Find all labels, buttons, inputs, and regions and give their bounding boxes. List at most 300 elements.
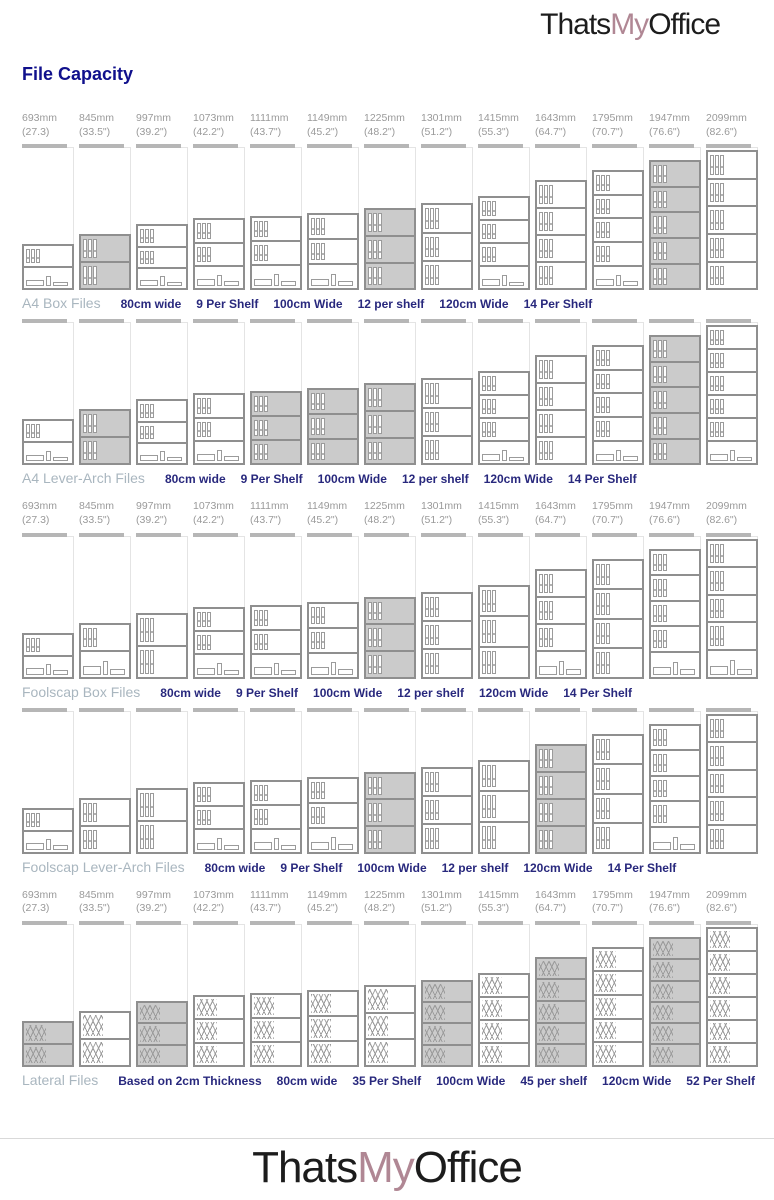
lateral-files-pattern [425, 1048, 445, 1063]
box-files-group [482, 589, 500, 614]
file-spine [492, 224, 496, 239]
shelf [708, 371, 756, 394]
file-spine [197, 422, 201, 437]
lateral-files-pattern [710, 977, 730, 994]
file-row [22, 112, 759, 311]
box-files-group [596, 349, 614, 367]
lateral-files-pattern [653, 984, 673, 999]
column-header [250, 112, 303, 139]
cabinet [250, 391, 302, 465]
capacity-caption [205, 861, 677, 875]
box-files-group [368, 212, 386, 233]
height-mm-label: 1947mm [649, 888, 690, 901]
file-spine [663, 579, 667, 597]
box-files-group [425, 799, 443, 821]
small-box [331, 662, 336, 675]
shelf [480, 587, 528, 616]
height-inches-label: (55.3") [478, 902, 510, 915]
box-files-group [596, 420, 614, 438]
file-spine [539, 628, 543, 647]
capacity-caption [118, 1074, 755, 1088]
file-spine [720, 399, 724, 414]
storage-tray [680, 669, 695, 674]
box-files-group [539, 600, 557, 621]
height-inches-label: (51.2") [421, 513, 453, 526]
file-spine [145, 825, 149, 849]
cabinet [193, 782, 245, 854]
box-files-group [482, 375, 500, 392]
file-spine [202, 247, 206, 262]
file-spine [264, 785, 268, 801]
height-mm-label: 1225mm [364, 112, 405, 124]
file-spine [83, 830, 87, 849]
box-files-group [710, 182, 728, 204]
cabinet-column [79, 144, 132, 290]
file-spine [435, 800, 439, 820]
file-spine [596, 175, 600, 191]
shelf [708, 566, 756, 594]
box-files-group [482, 825, 500, 850]
height-tick [307, 144, 352, 148]
column-headers [22, 112, 759, 139]
storage-tray [224, 456, 239, 461]
column-header [706, 112, 759, 139]
column-header [706, 500, 759, 527]
file-spine [259, 785, 263, 801]
file-spine [653, 268, 657, 286]
file-spine [606, 350, 610, 366]
file-spine [658, 630, 662, 648]
cabinet-column [79, 319, 132, 465]
file-spine [482, 224, 486, 239]
box-files-group [653, 390, 671, 410]
box-files-group [653, 804, 671, 824]
storage-tray [140, 280, 158, 286]
file-spine [368, 830, 372, 849]
file-spine [539, 266, 543, 285]
file-spine [658, 268, 662, 286]
shelf [252, 415, 300, 439]
cabinet [421, 767, 473, 854]
file-spine [316, 393, 320, 410]
shelf [423, 1001, 471, 1022]
caption-segment: 14 Per Shelf [563, 685, 632, 700]
height-tick [79, 319, 124, 323]
storage-tray [338, 669, 353, 674]
file-spine [321, 218, 325, 235]
caption-segment: 120cm Wide [478, 685, 549, 700]
file-spine [83, 239, 87, 258]
box-files-group [368, 387, 386, 408]
caption-segment: 80cm wide [120, 297, 182, 312]
height-tick [706, 319, 751, 323]
file-spine [601, 623, 605, 645]
storage-tray [566, 669, 581, 675]
file-spine [88, 441, 92, 460]
storage-tray [509, 282, 524, 287]
file-spine [368, 388, 372, 407]
shelf [366, 798, 414, 825]
file-spine [492, 651, 496, 674]
cabinet [307, 388, 359, 465]
height-mm-label: 1415mm [478, 500, 519, 513]
file-spine [606, 397, 610, 413]
box-files-group [539, 627, 557, 648]
cabinet-column [649, 319, 702, 465]
cabinet-column [478, 319, 531, 465]
box-files-group [653, 416, 671, 436]
height-inches-label: (55.3") [478, 125, 510, 138]
file-spine [596, 564, 600, 586]
cabinet [136, 1001, 188, 1067]
height-tick [136, 144, 181, 148]
file-spine [606, 623, 610, 645]
shelf [195, 242, 243, 265]
shelf [195, 784, 243, 805]
file-spine [720, 155, 724, 175]
height-mm-label: 1643mm [535, 112, 576, 124]
box-files-group [596, 651, 614, 675]
box-files-group [425, 236, 443, 258]
file-spine [653, 605, 657, 623]
column-header [592, 112, 645, 139]
cabinet [250, 216, 302, 290]
shelf [309, 1015, 357, 1040]
box-files-group [254, 808, 272, 826]
shelf [423, 1044, 471, 1065]
box-files-group [539, 775, 557, 796]
storage-tray [26, 668, 44, 674]
cabinet-column [649, 533, 702, 679]
column-header [79, 112, 132, 139]
height-mm-label: 997mm [136, 888, 172, 901]
capacity-caption [121, 297, 593, 311]
storage-tray [53, 457, 68, 461]
file-spine [254, 245, 258, 261]
shelf [537, 825, 585, 852]
shelf [24, 1043, 72, 1065]
height-inches-label: (33.5") [79, 902, 111, 915]
file-spine [202, 612, 206, 627]
cabinet [592, 345, 644, 465]
lateral-files-pattern [539, 1026, 559, 1042]
height-tick [364, 319, 409, 323]
caption-segment: 120cm Wide [483, 472, 553, 487]
shelf [708, 929, 756, 950]
box-files-group [482, 246, 500, 263]
height-mm-label: 1073mm [193, 500, 234, 513]
shelf [594, 994, 642, 1018]
shelf [480, 975, 528, 996]
height-mm-label: 693mm [22, 888, 58, 901]
logo-part-office: Office [413, 1143, 522, 1192]
cabinet [421, 592, 473, 679]
box-files-group [653, 339, 671, 359]
column-header [478, 112, 531, 139]
height-inches-label: (39.2") [136, 125, 168, 138]
file-spine [606, 222, 610, 238]
brand-logo [540, 8, 720, 42]
file-spine [207, 223, 211, 238]
height-tick [478, 533, 523, 537]
file-spine [430, 800, 434, 820]
file-spine [316, 782, 320, 799]
box-files-group [254, 609, 272, 627]
lateral-files-pattern [311, 994, 331, 1013]
cabinet-column [193, 708, 246, 854]
lateral-files-pattern [596, 974, 616, 992]
height-tick [193, 708, 238, 712]
cabinet-column [592, 144, 645, 290]
height-tick [307, 708, 352, 712]
shelf [24, 1023, 72, 1043]
small-box [502, 275, 507, 286]
shelf [195, 630, 243, 653]
small-box [616, 275, 621, 287]
shelf [537, 596, 585, 623]
cabinet-column [136, 708, 189, 854]
cabinet-column [364, 533, 417, 679]
storage-tray [311, 842, 329, 850]
box-files-group [710, 598, 728, 620]
file-spine [373, 267, 377, 286]
box-files-group [425, 771, 443, 793]
row-label: Lateral Files [22, 1071, 99, 1088]
shelf [309, 627, 357, 652]
file-spine [36, 249, 40, 263]
box-files-group [653, 629, 671, 649]
box-files-group [596, 622, 614, 646]
shelf [195, 1018, 243, 1041]
box-files-group [596, 738, 614, 762]
desk-items-shelf [138, 442, 186, 463]
file-spine [544, 266, 548, 285]
lateral-files-pattern [254, 1021, 274, 1039]
file-spine [492, 826, 496, 849]
file-spine [715, 544, 719, 564]
height-tick [250, 708, 295, 712]
file-spine [435, 597, 439, 617]
file-spine [207, 398, 211, 413]
file-spine [606, 768, 610, 790]
file-spine [658, 605, 662, 623]
height-inches-label: (64.7") [535, 902, 567, 915]
file-spine [549, 266, 553, 285]
file-spine [720, 330, 724, 345]
file-spine [663, 417, 667, 435]
file-spine [36, 424, 40, 438]
cabinet [478, 371, 530, 465]
footer [0, 1138, 774, 1193]
file-spine [254, 396, 258, 412]
file-spine [544, 749, 548, 768]
storage-tray [737, 669, 752, 675]
height-tick [706, 533, 751, 537]
storage-tray [281, 845, 296, 850]
file-spine [482, 651, 486, 674]
file-spine [93, 239, 97, 258]
box-files-group [653, 215, 671, 235]
column-header [193, 500, 246, 527]
desk-items-shelf [309, 652, 357, 677]
file-spine [653, 630, 657, 648]
file-spine [606, 593, 610, 615]
cabinet [535, 180, 587, 290]
file-spine [36, 813, 40, 827]
shelf [480, 373, 528, 394]
caption-segment: 9 Per Shelf [240, 472, 303, 487]
box-files-group [596, 592, 614, 616]
storage-tray [224, 670, 239, 675]
box-files-group [140, 228, 158, 243]
file-spine [544, 387, 548, 406]
column-header [250, 500, 303, 527]
shelf [708, 541, 756, 567]
column-header [649, 112, 702, 139]
box-files-group [710, 773, 728, 795]
box-files-group [140, 250, 158, 265]
file-spine [658, 391, 662, 409]
storage-tray [254, 279, 272, 286]
file-spine [430, 265, 434, 285]
lateral-files-pattern [539, 1004, 559, 1020]
height-inches-label: (27.3) [22, 513, 50, 526]
cabinet-column [79, 533, 132, 679]
column-header [79, 889, 132, 916]
storage-tray [167, 457, 182, 461]
file-spine [653, 729, 657, 747]
file-spine [435, 412, 439, 432]
cabinet-chart [22, 533, 759, 679]
caption-segment: 52 Per Shelf [686, 1073, 755, 1088]
column-header [364, 112, 417, 139]
desk-items-shelf [252, 264, 300, 288]
cabinet-column [535, 708, 588, 854]
file-spine [596, 768, 600, 790]
shelf [594, 763, 642, 793]
storage-tray [281, 670, 296, 675]
file-spine [539, 185, 543, 204]
file-spine [83, 441, 87, 460]
shelf [708, 152, 756, 178]
file-spine [482, 247, 486, 262]
shelf [423, 795, 471, 823]
shelf [651, 337, 699, 361]
shelf [81, 261, 129, 288]
box-files-group [368, 266, 386, 287]
cabinet-column [706, 708, 759, 854]
row-label: A4 Box Files [22, 295, 101, 312]
height-mm-label: 2099mm [706, 112, 747, 124]
box-files-group [710, 625, 728, 647]
shelf [366, 385, 414, 410]
file-spine [259, 634, 263, 650]
file-spine [26, 249, 30, 263]
file-spine [378, 388, 382, 407]
height-inches-label: (70.7") [592, 902, 624, 915]
file-spine [663, 268, 667, 286]
height-tick [592, 144, 637, 148]
box-files-group [653, 190, 671, 210]
row-footer [22, 1072, 759, 1088]
file-spine [720, 376, 724, 391]
file-spine [93, 803, 97, 822]
column-header [136, 112, 189, 139]
cabinet [307, 990, 359, 1067]
storage-tray [167, 282, 182, 286]
file-spine [720, 266, 724, 286]
file-spine [321, 443, 325, 460]
cabinet-column [706, 319, 759, 465]
file-spine [207, 810, 211, 825]
cabinet [79, 1011, 131, 1067]
height-inches-label: (70.7") [592, 125, 624, 138]
shelf [252, 629, 300, 653]
file-spine [26, 813, 30, 827]
file-spine [653, 165, 657, 183]
file-spine [549, 830, 553, 849]
shelf [309, 779, 357, 802]
shelf [708, 261, 756, 289]
height-tick [421, 144, 466, 148]
caption-segment: 100cm Wide [317, 472, 387, 487]
height-inches-label: (82.6") [706, 513, 738, 526]
box-files-group [83, 238, 101, 259]
caption-segment: Based on 2cm Thickness [118, 1073, 262, 1088]
box-files-group [140, 403, 158, 418]
file-spine [539, 601, 543, 620]
shelf [195, 395, 243, 416]
height-tick [79, 708, 124, 712]
cabinet [250, 993, 302, 1067]
file-spine [544, 360, 548, 379]
file-spine [425, 597, 429, 617]
box-files-group [482, 794, 500, 819]
shelf [309, 390, 357, 413]
file-spine [663, 554, 667, 572]
shelf [309, 438, 357, 463]
file-spine [492, 376, 496, 391]
file-spine [596, 421, 600, 437]
column-header [592, 500, 645, 527]
file-spine [487, 826, 491, 849]
file-spine [492, 795, 496, 818]
lateral-files-pattern [710, 1046, 730, 1063]
box-files-group [539, 573, 557, 594]
file-spine [430, 597, 434, 617]
column-header [364, 500, 417, 527]
file-spine [715, 746, 719, 766]
shelf [252, 439, 300, 463]
height-tick [79, 921, 124, 925]
height-mm-label: 1415mm [478, 888, 519, 901]
file-spine [259, 396, 263, 412]
box-files-group [140, 649, 158, 675]
storage-tray [140, 455, 158, 461]
small-box [160, 276, 165, 286]
file-spine [254, 610, 258, 626]
shelf [708, 996, 756, 1019]
file-spine [544, 414, 548, 433]
file-spine [715, 330, 719, 345]
shelf [594, 392, 642, 416]
height-tick [535, 921, 580, 925]
cabinet-column [79, 921, 132, 1067]
storage-tray [197, 668, 215, 675]
box-files-group [368, 829, 386, 850]
file-spine [715, 829, 719, 849]
file-spine [544, 803, 548, 822]
